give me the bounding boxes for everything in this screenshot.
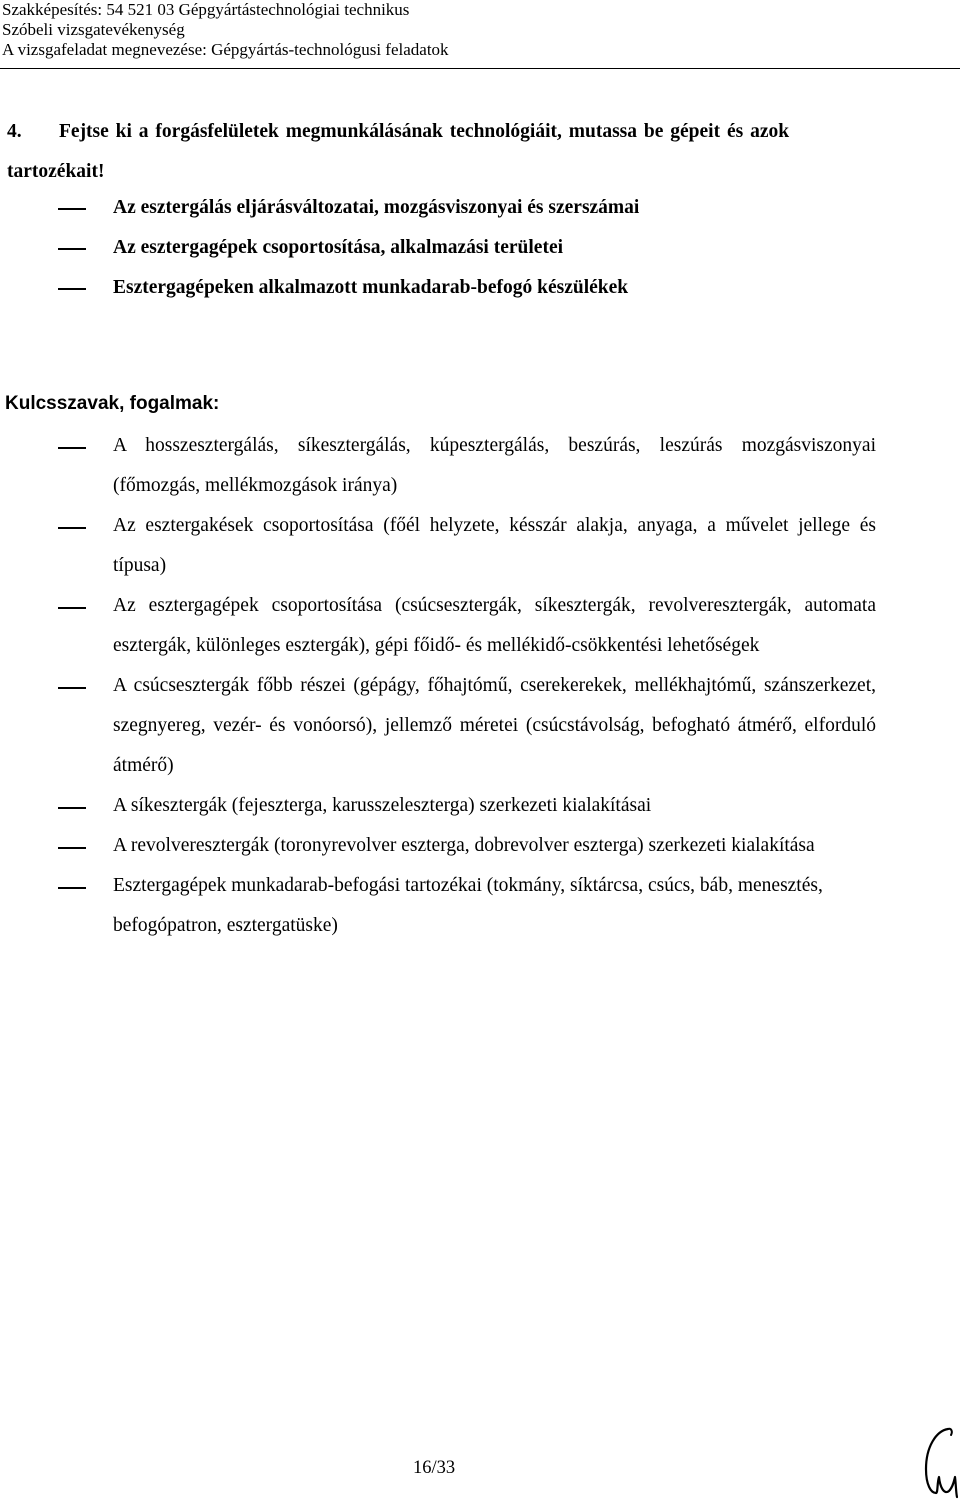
header-exam-activity: Szóbeli vizsgatevékenység <box>2 20 185 39</box>
task-item <box>0 188 639 228</box>
keyword-item-text: A hosszesztergálás, síkesztergálás, kúpesztergálás, beszúrás, leszúrás mozgásviszonyai (főmozgás, mellékmozgások iránya) <box>113 435 876 496</box>
dash-bullet <box>58 807 86 809</box>
signature-icon <box>918 1425 958 1500</box>
keyword-item-text: Az esztergagépek csoportosítása (csúcsesztergák, síkesztergák, revolveresztergák, automata esztergák, különleges esztergák), gépi főidő- és mellékidő-csökkentési lehetőségek <box>113 595 876 656</box>
document-header <box>2 0 449 60</box>
dash-bullet <box>58 687 86 689</box>
keyword-item <box>0 426 876 506</box>
dash-bullet <box>58 208 86 210</box>
dash-bullet <box>58 887 86 889</box>
task-list <box>0 188 639 308</box>
question-text: Fejtse ki a forgásfelületek megmunkálásának technológiáit, mutassa be gépeit és azok tartozékait! <box>7 121 790 182</box>
task-item <box>0 228 639 268</box>
question-number: 4. <box>7 121 22 142</box>
keyword-item <box>0 506 876 586</box>
keyword-item <box>0 786 876 826</box>
keywords-list <box>0 426 876 946</box>
task-item <box>0 268 639 308</box>
keyword-item <box>0 826 876 866</box>
header-divider <box>0 68 960 69</box>
dash-bullet <box>58 248 86 250</box>
dash-bullet <box>58 288 86 290</box>
task-item-text: Esztergagépeken alkalmazott munkadarab-befogó készülékek <box>113 277 629 298</box>
keyword-item-text: A síkesztergák (fejeszterga, karusszeleszterga) szerkezeti kialakításai <box>113 795 652 816</box>
page-number: 16/33 <box>413 1458 456 1478</box>
header-task-name: A vizsgafeladat megnevezése: Gépgyártás-technológusi feladatok <box>2 40 449 59</box>
question <box>7 112 877 192</box>
keyword-item-text: A revolveresztergák (toronyrevolver eszterga, dobrevolver eszterga) szerkezeti kialakítása <box>113 835 815 856</box>
keyword-item-text: A csúcsesztergák főbb részei (gépágy, főhajtómű, cserekerekek, mellékhajtómű, szánszerkezet, szegnyereg, vezér- és vonóorsó), jellemző méretei (csúcstávolság, befogható átmérő, elforduló átmérő) <box>113 675 876 776</box>
header-qualification: Szakképesítés: 54 521 03 Gépgyártástechnológiai technikus <box>2 0 410 19</box>
dash-bullet <box>58 607 86 609</box>
keyword-item <box>0 666 876 786</box>
task-item-text: Az esztergagépek csoportosítása, alkalmazási területei <box>113 237 564 258</box>
keyword-item-text: Esztergagépek munkadarab-befogási tartozékai (tokmány, síktárcsa, csúcs, báb, menesztés, befogópatron, esztergatüske) <box>113 875 823 936</box>
keyword-item <box>0 586 876 666</box>
dash-bullet <box>58 527 86 529</box>
keywords-heading: Kulcsszavak, fogalmak: <box>5 393 220 414</box>
keyword-item-text: Az esztergakések csoportosítása (főél helyzete, késszár alakja, anyaga, a művelet jellege és típusa) <box>113 515 876 576</box>
dash-bullet <box>58 847 86 849</box>
dash-bullet <box>58 447 86 449</box>
task-item-text: Az esztergálás eljárásváltozatai, mozgásviszonyai és szerszámai <box>113 197 640 218</box>
keyword-item <box>0 866 876 946</box>
